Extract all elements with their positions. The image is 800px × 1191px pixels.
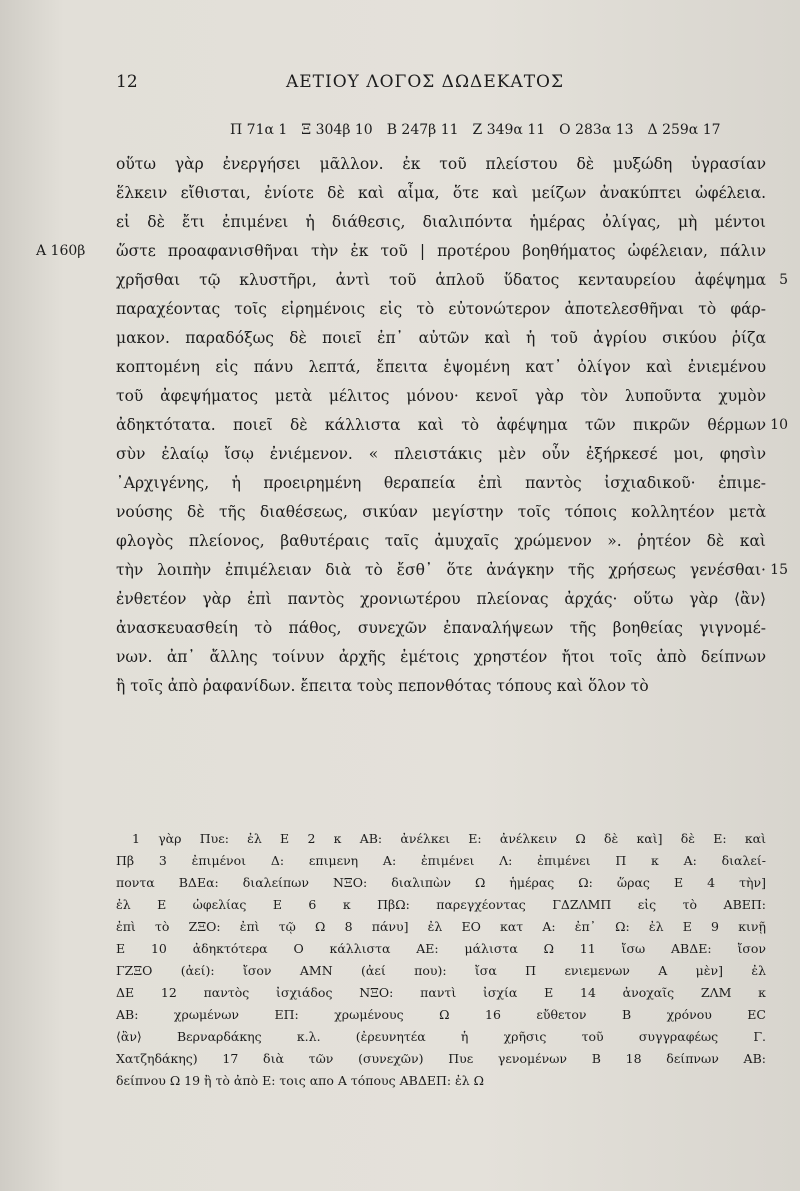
- text-line: [116, 295, 766, 324]
- line-text: ᾽Αρχιγένης, ἡ προειρημένη θεραπεία ἐπὶ παντὸς ἰσχιαδικοῦ· ἐπιμε-: [116, 474, 766, 492]
- apparatus-line: Ε 10 ἀδηκτότερα Ο κάλλιστα ΑΕ: μάλιστα Ω 11 ἴσω ΑΒΔΕ: ἴσον: [116, 941, 766, 956]
- critical-apparatus: [116, 828, 766, 1092]
- text-line: [36, 237, 766, 266]
- text-line: [116, 614, 766, 643]
- text-line: [116, 266, 788, 295]
- siglum: Β 247β 11: [386, 122, 459, 138]
- text-line: [116, 440, 766, 469]
- apparatus-line: ἐλ Ε ὠφελίας Ε 6 κ ΠβΩ: παρεγχέοντας ΓΔΖΛΜΠ εἰς τὸ ΑΒΕΠ:: [116, 897, 766, 912]
- siglum: Ξ 304β 10: [301, 122, 373, 138]
- text-line: [116, 179, 766, 208]
- apparatus-line: ποντα ΒΔΕα: διαλείπων ΝΞΟ: διαλιπὼν Ω ἡμέρας Ω: ὥρας Ε 4 τὴν]: [116, 875, 766, 890]
- apparatus-line: ΑΒ: χρωμένων ΕΠ: χρωμένους Ω 16 εὔθετον Β χρόνου ΕC: [116, 1007, 766, 1022]
- line-text: ἀδηκτότατα. ποιεῖ δὲ κάλλιστα καὶ τὸ ἀφέψημα τῶν πικρῶν θέρμων: [116, 416, 766, 434]
- text-line: [116, 643, 766, 672]
- line-number: 10: [770, 417, 788, 433]
- text-line: [116, 411, 788, 440]
- apparatus-line: ⟨ἂν⟩ Βερναρδάκης κ.λ. (ἐρευνητέα ἡ χρῆσις τοῦ συγγραφέως Γ.: [116, 1029, 766, 1044]
- line-text: μακον. παραδόξως δὲ ποιεῖ ἐπ᾽ αὐτῶν καὶ ἡ τοῦ ἀγρίου σικύου ῥίζα: [116, 329, 766, 347]
- line-text: σὺν ἐλαίῳ ἴσῳ ἐνιέμενον. « πλειστάκις μὲν οὖν ἐξήρκεσέ μοι, φησὶν: [116, 445, 766, 463]
- line-text: οὕτω γὰρ ἐνεργήσει μᾶλλον. ἐκ τοῦ πλείστου δὲ μυξώδη ὑγρασίαν: [116, 155, 766, 173]
- running-head: ΑΕΤΙΟΥ ΛΟΓΟΣ ΔΩΔΕΚΑΤΟΣ: [286, 72, 565, 92]
- margin-reference: A 160β: [36, 243, 86, 259]
- text-line: [116, 150, 766, 179]
- siglum: Ζ 349α 11: [472, 122, 546, 138]
- text-line: [116, 208, 766, 237]
- manuscript-sigla: [230, 122, 770, 138]
- text-line: [116, 324, 766, 353]
- line-text: φλογὸς πλείονος, βαθυτέραις ταῖς ἀμυχαῖς χρώμενον ». ῥητέον δὲ καὶ: [116, 532, 766, 550]
- text-line: [116, 527, 766, 556]
- line-text: ἕλκειν εἴθισται, ἐνίοτε δὲ καὶ αἷμα, ὅτε καὶ μείζων ἀνακύπτει ὠφέλεια.: [116, 184, 766, 202]
- text-line: [116, 672, 766, 701]
- apparatus-line: δείπνου Ω 19 ἢ τὸ ἀπὸ Ε: τοις απο Α τόπους ΑΒΔΕΠ: ἐλ Ω: [116, 1073, 485, 1088]
- apparatus-line: Πβ 3 ἐπιμένοι Δ: επιμενη Α: ἐπιμένει Λ: ἐπιμένει Π κ Α: διαλεί-: [116, 853, 766, 868]
- line-text: κοπτομένη εἰς πάνυ λεπτά, ἔπειτα ἑψομένη κατ᾽ ὀλίγον καὶ ἐνιεμένου: [116, 358, 766, 376]
- apparatus-line: 1 γὰρ Πυε: ἐλ Ε 2 κ ΑΒ: ἀνέλκει Ε: ἀνέλκειν Ω δὲ καὶ] δὲ Ε: καὶ: [132, 831, 766, 846]
- line-text: χρῆσθαι τῷ κλυστῆρι, ἀντὶ τοῦ ἁπλοῦ ὕδατος κενταυρείου ἀφέψημα: [116, 271, 766, 289]
- line-text: τὴν λοιπὴν ἐπιμέλειαν διὰ τὸ ἔσθ᾽ ὅτε ἀνάγκην τῆς χρήσεως γενέσθαι·: [116, 561, 766, 579]
- page-number: 12: [116, 72, 138, 92]
- line-text: ὥστε προαφανισθῆναι τὴν ἐκ τοῦ | προτέρου βοηθήματος ὠφέλειαν, πάλιν: [116, 242, 766, 260]
- text-line: [116, 498, 766, 527]
- line-text: παραχέοντας τοῖς εἰρημένοις εἰς τὸ εὐτονώτερον ἀποτελεσθῆναι τὸ φάρ-: [116, 300, 766, 318]
- line-text: ἀνασκευασθείη τὸ πάθος, συνεχῶν ἐπαναλήψεων τῆς βοηθείας γιγνομέ-: [116, 619, 766, 637]
- line-text: νων. ἀπ᾽ ἄλλης τοίνυν ἀρχῆς ἐμέτοις χρηστέον ἤτοι τοῖς ἀπὸ δείπνων: [116, 648, 766, 666]
- siglum: Ο 283α 13: [559, 122, 634, 138]
- apparatus-line: ΔΕ 12 παντὸς ἰσχιάδος ΝΞΟ: παντὶ ἰσχία Ε 14 ἀνοχαῖς ΖΛΜ κ: [116, 985, 766, 1000]
- line-number: 15: [770, 562, 788, 578]
- text-line: [116, 469, 766, 498]
- line-text: τοῦ ἀφεψήματος μετὰ μέλιτος μόνου· κενοῖ γὰρ τὸν λυποῦντα χυμὸν: [116, 387, 766, 405]
- main-text: [36, 150, 788, 701]
- text-line: [116, 585, 766, 614]
- text-line: [116, 556, 788, 585]
- text-line: [116, 353, 766, 382]
- apparatus-line: ἐπὶ τὸ ΖΞΟ: ἐπὶ τῷ Ω 8 πάνυ] ἐλ ΕΟ κατ Α: ἐπ᾽ Ω: ἐλ Ε 9 κινῇ: [116, 919, 766, 934]
- text-line: [116, 382, 766, 411]
- siglum: Δ 259α 17: [647, 122, 721, 138]
- apparatus-line: ΓΖΞΟ (ἀεί): ἴσον ΑΜΝ (ἀεί που): ἴσα Π ενιεμενων Α μὲν] ἐλ: [116, 963, 766, 978]
- line-number: 5: [779, 272, 788, 288]
- siglum: Π 71α 1: [230, 122, 288, 138]
- line-text: ἐνθετέον γὰρ ἐπὶ παντὸς χρονιωτέρου πλείονας ἀρχάς· οὕτω γὰρ ⟨ἂν⟩: [116, 590, 766, 608]
- apparatus-line: Χατζηδάκης) 17 διὰ τῶν (συνεχῶν) Πυε γενομένων Β 18 δείπνων ΑΒ:: [116, 1051, 766, 1066]
- line-text: ἢ τοῖς ἀπὸ ῥαφανίδων. ἔπειτα τοὺς πεπονθότας τόπους καὶ ὅλον τὸ: [116, 677, 649, 695]
- line-text: εἰ δὲ ἔτι ἐπιμένει ἡ διάθεσις, διαλιπόντα ἡμέρας ὀλίγας, μὴ μέντοι: [116, 213, 766, 231]
- line-text: νούσης δὲ τῆς διαθέσεως, σικύαν μεγίστην τοῖς τόποις κολλητέον μετὰ: [116, 503, 766, 521]
